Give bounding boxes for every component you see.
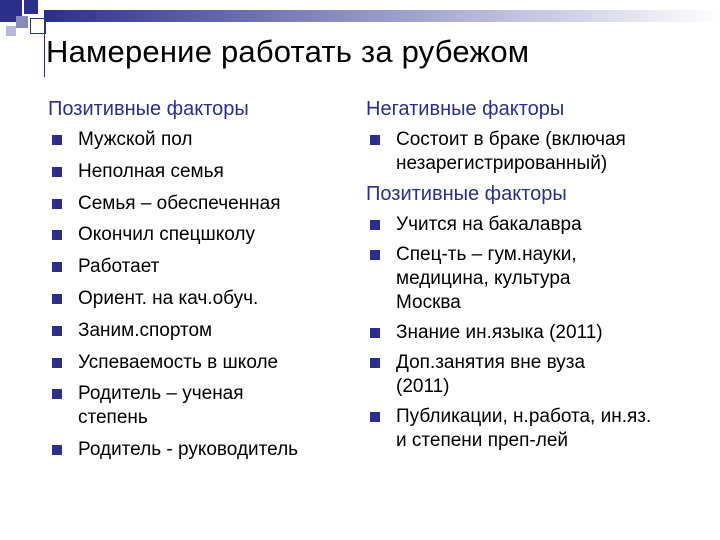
list-item: [366, 128, 666, 176]
list-item-text: Окончил спецшколу: [78, 224, 255, 246]
list-item: [366, 213, 711, 237]
list-item: [366, 321, 711, 345]
list-item-text: Мужской пол: [78, 129, 193, 150]
decor-square: [6, 26, 16, 36]
positive-factors-list: [48, 128, 348, 462]
bullet-square-icon: [52, 358, 62, 368]
list-item-text: Состоит в браке (включая незарегистрированный): [396, 129, 626, 174]
list-item: [48, 255, 348, 279]
list-item-text: Доп.занятия вне вуза (2011): [396, 352, 586, 397]
list-item: [48, 192, 348, 216]
bullet-square-icon: [52, 326, 62, 336]
list-item-text: Неполная семья: [78, 160, 224, 182]
bullet-square-icon: [52, 294, 62, 304]
decor-square: [24, 0, 38, 14]
list-item: [48, 160, 348, 184]
positive-factors-list-2: [366, 213, 711, 453]
bullet-square-icon: [370, 328, 380, 338]
list-item: [366, 243, 606, 315]
list-item: [48, 287, 348, 311]
list-item-text: Родитель – ученая степень: [78, 383, 244, 429]
list-item: [48, 319, 348, 343]
bullet-square-icon: [52, 135, 62, 145]
positive-factors-heading: Позитивные факторы: [48, 98, 249, 120]
bullet-square-icon: [52, 389, 62, 399]
list-item-text: Спец-ть – гум.науки, медицина, культура Москва: [396, 244, 577, 313]
list-item: [48, 223, 348, 247]
list-item-text: Родитель - руководитель: [78, 439, 299, 461]
list-item: [366, 351, 621, 399]
bullet-square-icon: [370, 135, 380, 145]
right-column: [366, 97, 711, 459]
list-item-text: Семья – обеспеченная: [78, 192, 281, 214]
list-item: [48, 351, 348, 375]
negative-factors-heading: Негативные факторы: [366, 98, 565, 120]
header-divider: [44, 22, 45, 77]
list-item: [48, 128, 348, 152]
bullet-square-icon: [370, 358, 380, 368]
decor-square: [16, 16, 28, 28]
slide-title: Намерение работать за рубежом: [46, 34, 530, 69]
list-item-text: Публикации, н.работа, ин.яз. и степени преп-лей: [396, 406, 652, 451]
bullet-square-icon: [52, 262, 62, 272]
list-item: [366, 405, 666, 453]
bullet-square-icon: [52, 167, 62, 177]
list-item-text: Заним.спортом: [78, 319, 213, 341]
bullet-square-icon: [52, 199, 62, 209]
list-item: [48, 382, 293, 430]
list-item-text: Успеваемость в школе: [78, 351, 279, 373]
list-item-text: Знание ин.языка (2011): [396, 322, 603, 343]
left-column: [48, 97, 348, 470]
bullet-square-icon: [370, 220, 380, 230]
list-item-text: Ориент. на кач.обуч.: [78, 287, 259, 309]
bullet-square-icon: [370, 412, 380, 422]
negative-factors-list: [366, 128, 711, 176]
list-item-text: Учится на бакалавра: [396, 214, 582, 235]
list-item-text: Работает: [78, 256, 160, 278]
list-item: [48, 438, 348, 462]
positive-factors-heading-2: Позитивные факторы: [366, 183, 567, 205]
bullet-square-icon: [370, 250, 380, 260]
header-gradient-bar: [44, 10, 720, 22]
bullet-square-icon: [52, 445, 62, 455]
bullet-square-icon: [52, 230, 62, 240]
